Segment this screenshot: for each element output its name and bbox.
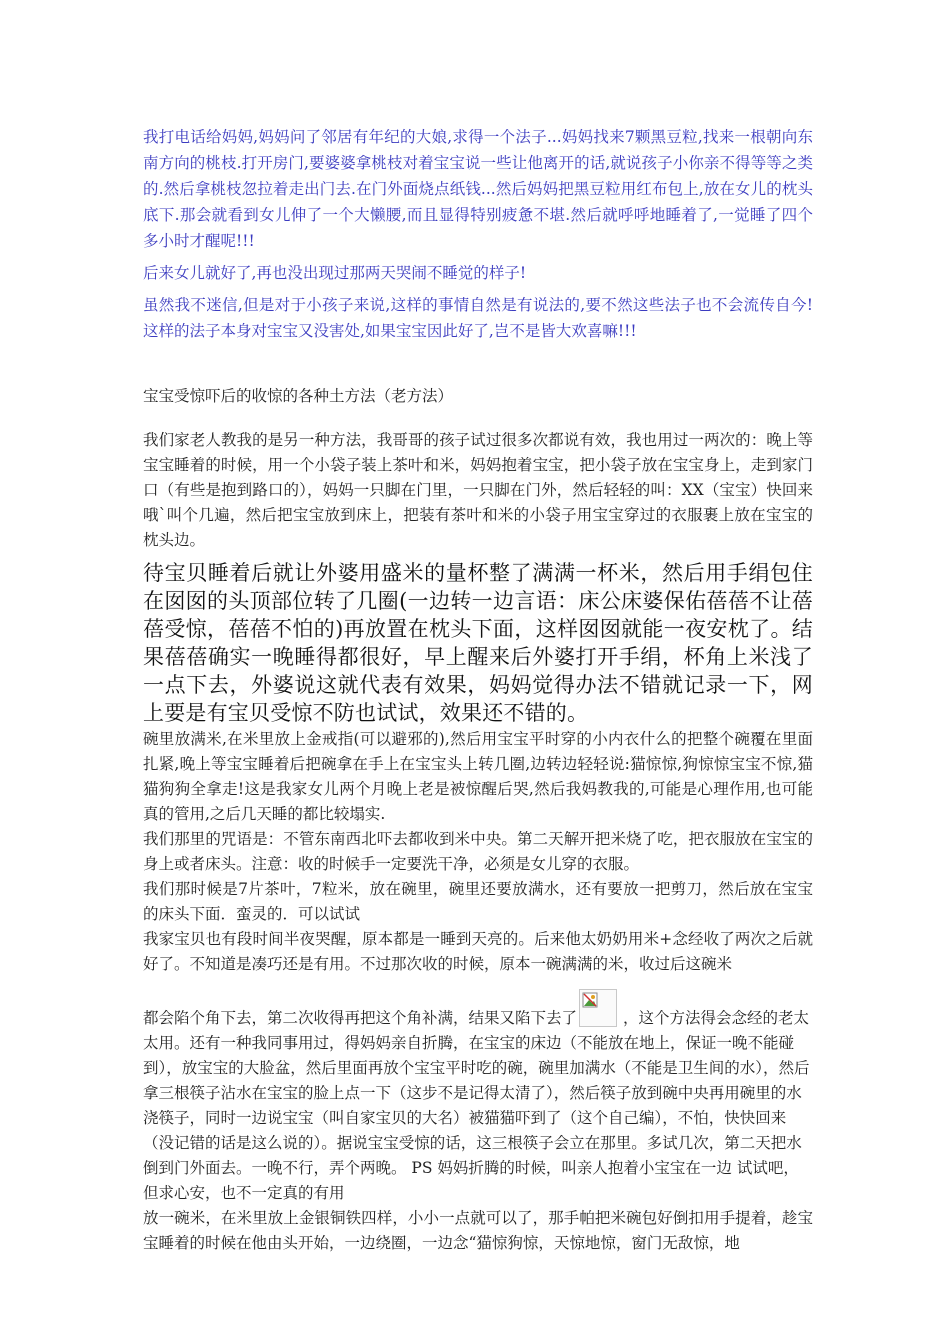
method-paragraph-5: 我们那时候是7片茶叶，7粒米，放在碗里，碗里还要放满水，还有要放一把剪刀，然后放在宝宝的床头下面．蛮灵的．可以试试 — [143, 880, 813, 923]
method-paragraph-7 — [143, 989, 813, 1206]
method-paragraph-3: 碗里放满米,在米里放上金戒指(可以避邪的),然后用宝宝平时穿的小内衣什么的把整个碗覆在里面扎紧,晚上等宝宝睡着后把碗拿在手上在宝宝头上转几圈,边转边轻轻说:猫惊惊,狗惊惊宝宝不惊,猫猫狗狗全拿走!这是我家女儿两个月晚上老是被惊醒后哭,然后我妈教我的,可能是心理作用,也可能真的管用,之后几天睡的都比较塌实. — [143, 730, 813, 823]
intro-paragraph-2: 后来女儿就好了,再也没出现过那两天哭闹不睡觉的样子! — [143, 264, 527, 282]
method-paragraph-1: 我们家老人教我的是另一种方法，我哥哥的孩子试过很多次都说有效，我也用过一两次的：晚上等宝宝睡着的时候，用一个小袋子装上茶叶和米，妈妈抱着宝宝，把小袋子放在宝宝身上，走到家门口（有些是抱到路口的），妈妈一只脚在门里，一只脚在门外，然后轻轻的叫：XX（宝宝）快回来哦`叫个几遍，然后把宝宝放到床上，把装有茶叶和米的小袋子用宝宝穿过的衣服裹上放在宝宝的枕头边。 — [143, 431, 813, 549]
method-paragraph-8: 放一碗米，在米里放上金银铜铁四样，小小一点就可以了，那手帕把米碗包好倒扣用手提着，趁宝宝睡着的时候在他由头开始，一边绕圈，一边念“猫惊狗惊，天惊地惊，窗门无敌惊，地 — [143, 1209, 813, 1252]
method-paragraph-7-start: 都会陷个角下去，第二次收得再把这个角补满，结果又陷下去了 — [143, 1009, 578, 1027]
broken-image-glyph — [582, 992, 600, 1010]
broken-image-icon — [579, 989, 617, 1027]
method-paragraph-6: 我家宝贝也有段时间半夜哭醒，原本都是一睡到天亮的。后来他太奶奶用米+念经收了两次之后就好了。不知道是凑巧还是有用。不过那次收的时候，原本一碗满满的米，收过后这碗米 — [143, 930, 813, 973]
intro-paragraph-3: 虽然我不迷信,但是对于小孩子来说,这样的事情自然是有说法的,要不然这些法子也不会流传自今!这样的法子本身对宝宝又没害处,如果宝宝因此好了,岂不是皆大欢喜嘛!!! — [143, 296, 813, 340]
method-paragraph-7-end: ，这个方法得会念经的老太太用。还有一种我同事用过，得妈妈亲自折腾，在宝宝的床边（不能放在地上，保证一晚不能碰到），放宝宝的大脸盆，然后里面再放个宝宝平时吃的碗，碗里加满水（不能是卫生间的水），然后拿三根筷子沾水在宝宝的脸上点一下（这步不是记得太清了），然后筷子放到碗中央再用碗里的水浇筷子，同时一边说宝宝（叫自家宝贝的大名）被猫猫吓到了（这个自己编），不怕，快快回来（没记错的话是这么说的）。据说宝宝受惊的话，这三根筷子会立在那里。多试几次，第二天把水倒到门外面去。一晚不行，弄个两晚。 PS 妈妈折腾的时候，叫亲人抱着小宝宝在一边 试试吧，但求心安，也不一定真的有用 — [143, 1009, 810, 1202]
intro-paragraph-1: 我打电话给妈妈,妈妈问了邻居有年纪的大娘,求得一个法子...妈妈找来7颗黑豆粒,找来一根朝向东南方向的桃枝.打开房门,要婆婆拿桃枝对着宝宝说一些让他离开的话,就说孩子小你亲不得等等之类的.然后拿桃枝忽拉着走出门去.在门外面烧点纸钱...然后妈妈把黑豆粒用红布包上,放在女儿的枕头底下.那会就看到女儿伸了一个大懒腰,而且显得特别疲惫不堪.然后就呼呼地睡着了,一觉睡了四个多小时才醒呢!!! — [143, 128, 813, 250]
method-paragraph-2: 待宝贝睡着后就让外婆用盛米的量杯整了满满一杯米，然后用手绢包住在囡囡的头顶部位转了几圈(一边转一边言语：床公床婆保佑蓓蓓不让蓓蓓受惊，蓓蓓不怕的)再放置在枕头下面，这样囡囡就能一夜安枕了。结果蓓蓓确实一晚睡得都很好，早上醒来后外婆打开手绢，杯角上米浅了一点下去，外婆说这就代表有效果，妈妈觉得办法不错就记录一下，网上要是有宝贝受惊不防也试试，效果还不错的。 — [143, 561, 813, 725]
method-paragraph-4: 我们那里的咒语是：不管东南西北吓去都收到米中央。第二天解开把米烧了吃，把衣服放在宝宝的身上或者床头。注意：收的时候手一定要洗干净，必须是女儿穿的衣服。 — [143, 830, 813, 873]
document-page — [143, 124, 813, 1256]
section-title: 宝宝受惊吓后的收惊的各种土方法（老方法） — [143, 387, 454, 405]
